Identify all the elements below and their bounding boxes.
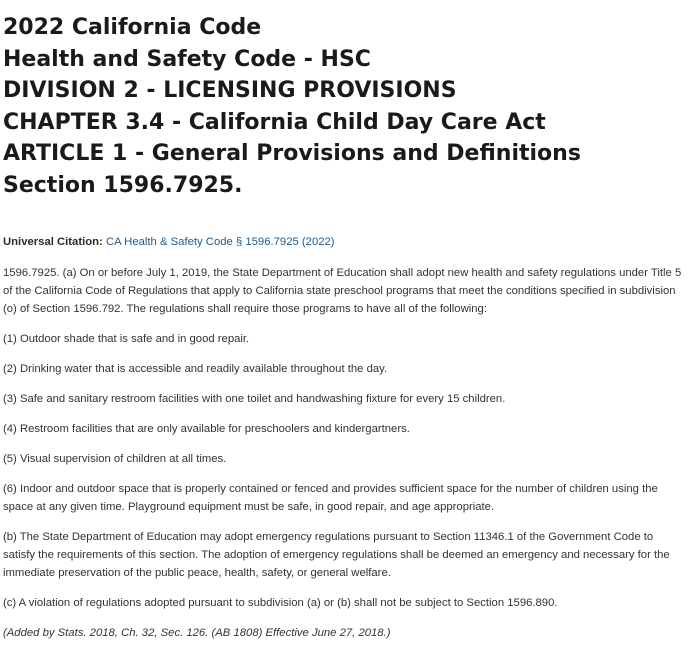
universal-citation: [3, 234, 684, 250]
code-name-heading: Health and Safety Code - HSC: [3, 46, 371, 72]
statute-paragraph-c: (c) A violation of regulations adopted pursuant to subdivision (a) or (b) shall not be subject to Section 1596.890.: [3, 597, 558, 609]
statute-paragraph-1: (1) Outdoor shade that is safe and in good repair.: [3, 333, 250, 345]
citation-link[interactable]: CA Health & Safety Code § 1596.7925 (2022): [105, 236, 335, 248]
code-year-heading: 2022 California Code: [3, 15, 262, 40]
statute-paragraph-2: (2) Drinking water that is accessible and readily available throughout the day.: [3, 363, 388, 375]
division-heading: DIVISION 2 - LICENSING PROVISIONS: [3, 78, 457, 103]
statute-paragraph-6: (6) Indoor and outdoor space that is properly contained or fenced and provides sufficient space for the number of children using the space at any given time. Playground equipment must be safe, in good repair, and age appropriate.: [3, 483, 658, 513]
legislative-history: (Added by Stats. 2018, Ch. 32, Sec. 126. (AB 1808) Effective June 27, 2018.): [3, 627, 391, 639]
statute-paragraph-3: (3) Safe and sanitary restroom facilities with one toilet and handwashing fixture for every 15 children.: [3, 393, 506, 405]
article-heading: ARTICLE 1 - General Provisions and Definitions: [3, 141, 581, 166]
citation-label: Universal Citation:: [3, 236, 103, 248]
statute-body: [3, 264, 684, 642]
statute-paragraph-4: (4) Restroom facilities that are only available for preschoolers and kindergartners.: [3, 423, 410, 435]
section-heading: Section 1596.7925.: [3, 172, 243, 198]
statute-paragraph-5: (5) Visual supervision of children at all times.: [3, 453, 227, 465]
statute-paragraph-b: (b) The State Department of Education may adopt emergency regulations pursuant to Section 11346.1 of the Government Code to satisfy the requirements of this section. The adoption of emergency regulations shall be deemed an emergency and necessary for the immediate preservation of the public peace, health, safety, or general welfare.: [3, 531, 670, 579]
statute-paragraph-intro: 1596.7925. (a) On or before July 1, 2019, the State Department of Education shall adopt new health and safety regulations under Title 5 of the California Code of Regulations that apply to California state preschool programs that meet the conditions specified in subdivision (o) of Section 1596.792. The regulations shall require those programs to have all of the following:: [3, 267, 682, 315]
chapter-heading: CHAPTER 3.4 - California Child Day Care Act: [3, 109, 546, 135]
page-title: [3, 12, 684, 201]
